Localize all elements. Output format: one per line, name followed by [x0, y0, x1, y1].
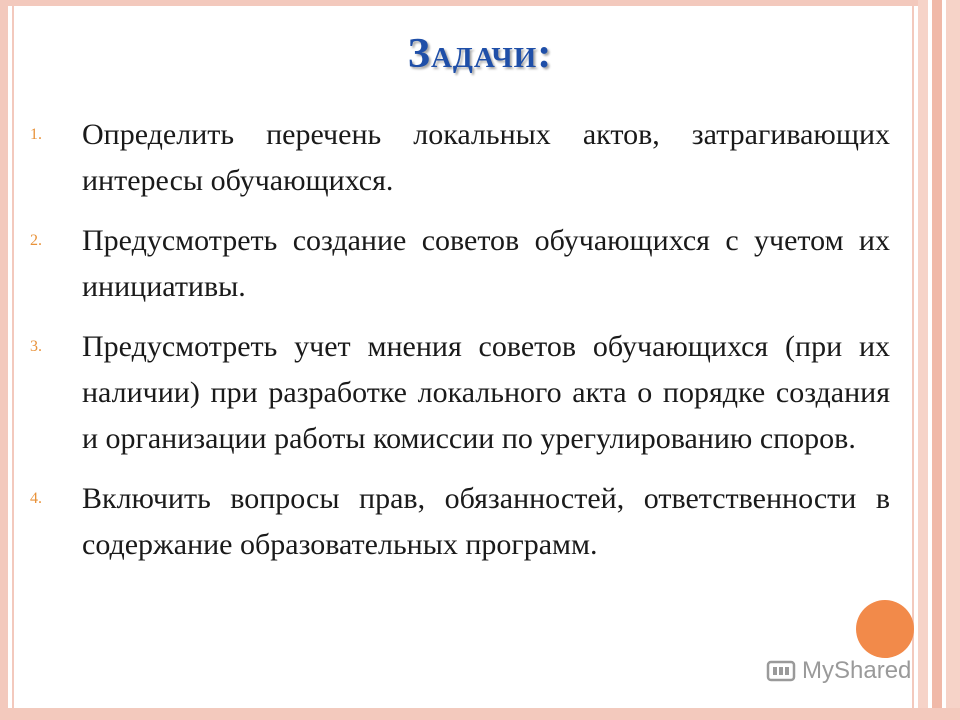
- frame-left-border: [0, 0, 8, 720]
- frame-bottom-border: [0, 708, 960, 720]
- list-item: [30, 324, 890, 462]
- task-list: [30, 112, 890, 582]
- list-item-text: Включить вопросы прав, обязанностей, ответственности в содержание образовательных программ.: [82, 482, 890, 561]
- watermark-label: MyShared: [802, 657, 912, 684]
- frame-left-line: [12, 0, 14, 720]
- list-item-number: 3.: [30, 338, 42, 355]
- list-item: [30, 476, 890, 568]
- watermark-logo: [766, 656, 911, 686]
- accent-circle: [856, 600, 914, 658]
- list-item-text: Предусмотреть учет мнения советов обучающихся (при их наличии) при разработке локального акта о порядке создания и организации работы комиссии по урегулированию споров.: [82, 330, 890, 455]
- list-item-text: Предусмотреть создание советов обучающихся с учетом их инициативы.: [82, 224, 890, 303]
- frame-right-stripes: [918, 0, 960, 720]
- frame-right-line: [912, 0, 914, 720]
- myshared-logo-icon: [766, 656, 796, 686]
- list-item-number: 2.: [30, 232, 42, 249]
- list-item-text: Определить перечень локальных актов, затрагивающих интересы обучающихся.: [82, 118, 890, 197]
- slide-title: Задачи:: [407, 31, 553, 77]
- list-item-number: 4.: [30, 490, 42, 507]
- list-item: [30, 218, 890, 310]
- frame-top-border: [0, 0, 960, 6]
- list-item: [30, 112, 890, 204]
- list-item-number: 1.: [30, 126, 42, 143]
